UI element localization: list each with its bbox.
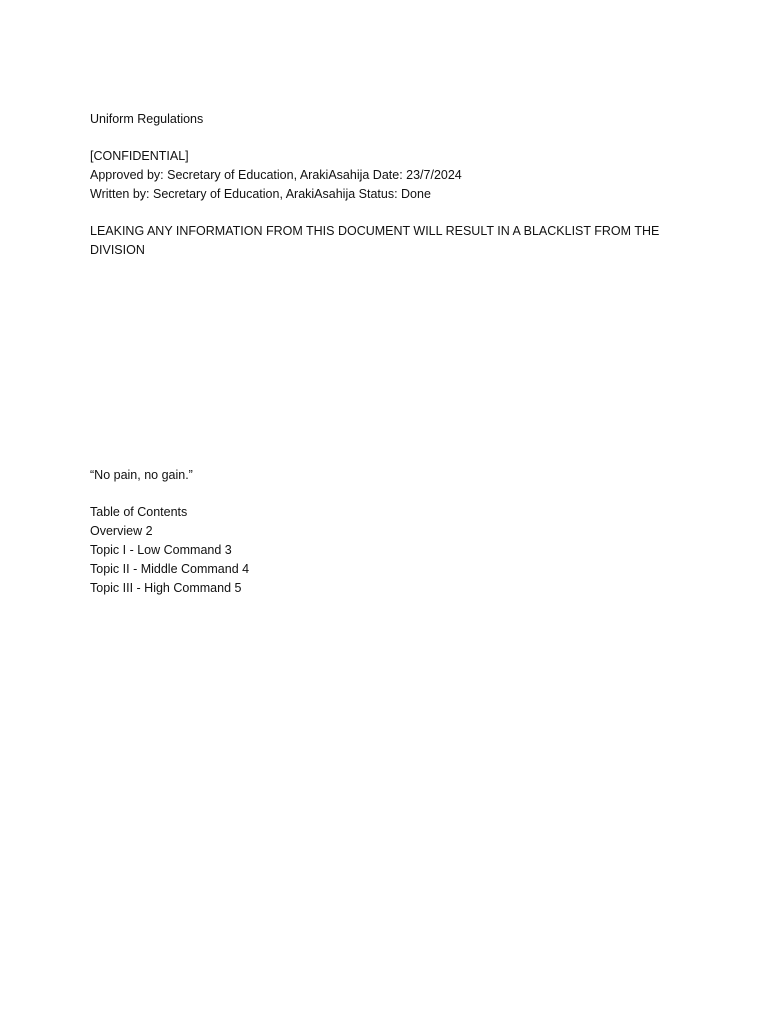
toc-item-topic-2[interactable]: Topic II - Middle Command 4 bbox=[90, 562, 250, 576]
motto-and-toc-section bbox=[90, 466, 680, 598]
document-header-section bbox=[90, 110, 680, 260]
spacer bbox=[90, 129, 680, 147]
toc-item-topic-1[interactable]: Topic I - Low Command 3 bbox=[90, 543, 232, 557]
toc-item-overview[interactable]: Overview 2 bbox=[90, 524, 153, 538]
spacer bbox=[90, 204, 680, 222]
spacer bbox=[90, 485, 680, 503]
toc-heading: Table of Contents bbox=[90, 505, 188, 519]
document-title: Uniform Regulations bbox=[90, 112, 204, 126]
leak-warning: LEAKING ANY INFORMATION FROM THIS DOCUMENT WILL RESULT IN A BLACKLIST FROM THE DIVISION bbox=[90, 224, 660, 257]
approved-by-line: Approved by: Secretary of Education, ArakiAsahija Date: 23/7/2024 bbox=[90, 168, 462, 182]
written-by-line: Written by: Secretary of Education, ArakiAsahija Status: Done bbox=[90, 187, 431, 201]
toc-item-topic-3[interactable]: Topic III - High Command 5 bbox=[90, 581, 242, 595]
classification-label: [CONFIDENTIAL] bbox=[90, 149, 189, 163]
motto-quote: “No pain, no gain.” bbox=[90, 468, 193, 482]
